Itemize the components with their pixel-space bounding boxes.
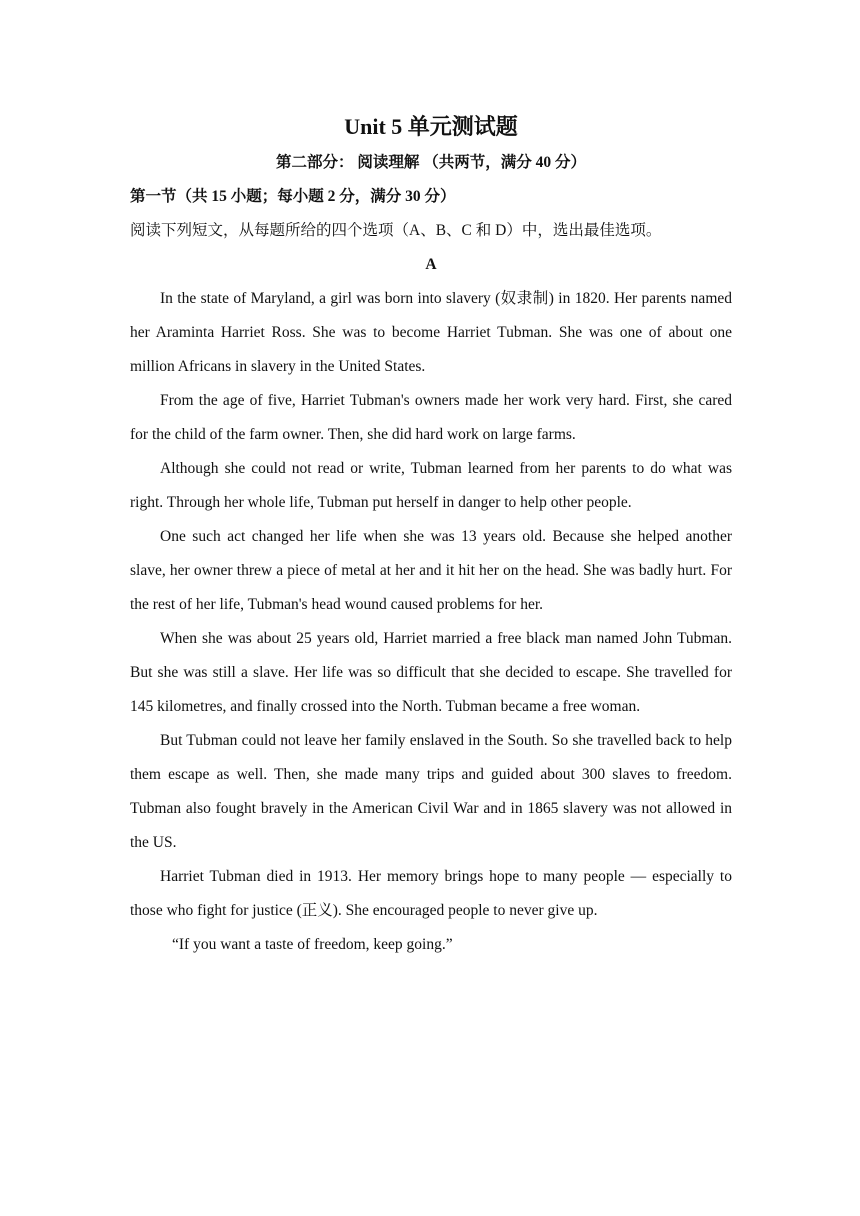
paragraph: Harriet Tubman died in 1913. Her memory brings hope to many people — especially to those who fight for justice (正义). She encouraged people to never give up.: [130, 868, 732, 919]
paragraph: Although she could not read or write, Tubman learned from her parents to do what was right. Through her whole life, Tubman put herself in danger to help other people.: [130, 460, 732, 511]
instructions-text: 阅读下列短文，从每题所给的四个选项（A、B、C 和 D）中，选出最佳选项。: [130, 222, 662, 239]
section-heading: 第一节（共 15 小题；每小题 2 分，满分 30 分）: [130, 188, 456, 205]
paragraph: In the state of Maryland, a girl was born into slavery (奴隶制) in 1820. Her parents named her Araminta Harriet Ross. She was to become Harriet Tubman. She was one of about one million Africans in slavery in the United States.: [130, 290, 732, 375]
document-page: [130, 110, 732, 962]
paragraph: One such act changed her life when she was 13 years old. Because she helped another slave, her owner threw a piece of metal at her and it hit her on the head. She was badly hurt. For the rest of her life, Tubman's head wound caused problems for her.: [130, 528, 732, 613]
paragraph: When she was about 25 years old, Harriet married a free black man named John Tubman. But she was still a slave. Her life was so difficult that she decided to escape. She travelled for 145 kilometres, and finally crossed into the North. Tubman became a free woman.: [130, 630, 732, 715]
part-subtitle: 第二部分： 阅读理解 （共两节，满分 40 分）: [275, 154, 586, 171]
passage-label: A: [425, 256, 437, 273]
document-title: Unit 5 单元测试题: [344, 114, 518, 139]
closing-quote: “If you want a taste of freedom, keep going.”: [172, 936, 453, 953]
paragraph: But Tubman could not leave her family enslaved in the South. So she travelled back to help them escape as well. Then, she made many trips and guided about 300 slaves to freedom. Tubman also fought bravely in the American Civil War and in 1865 slavery was not allowed in the US.: [130, 732, 732, 851]
paragraph: From the age of five, Harriet Tubman's owners made her work very hard. First, she cared for the child of the farm owner. Then, she did hard work on large farms.: [130, 392, 732, 443]
